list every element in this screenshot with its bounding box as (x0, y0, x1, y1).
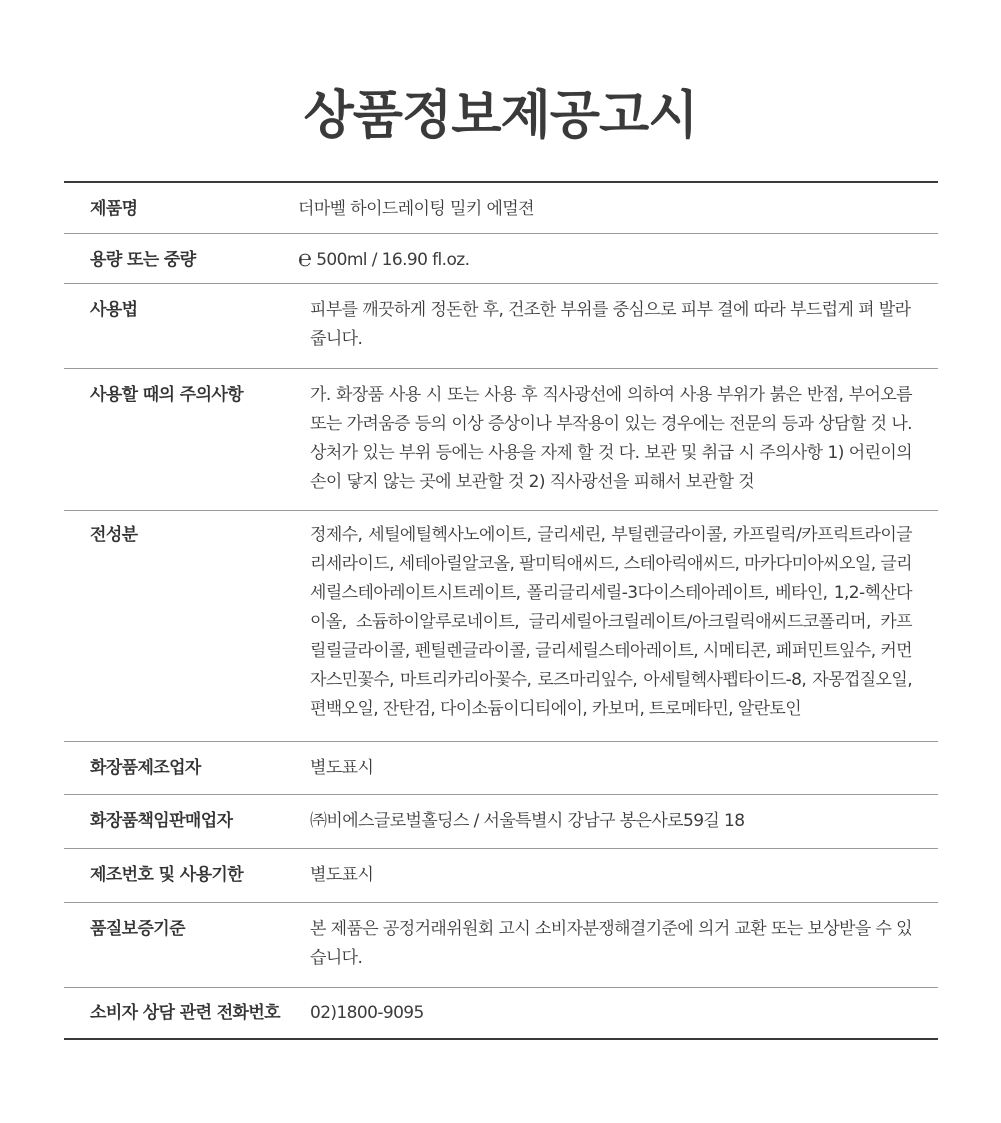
row-value: 02)1800-9095 (310, 1003, 424, 1023)
row-label: 사용할 때의 주의사항 (90, 385, 244, 405)
table-row-distributor (64, 795, 938, 849)
row-value: 별도표시 (310, 758, 374, 778)
row-value: 정제수, 세틸에틸헥사노에이트, 글리세린, 부틸렌글라이콜, 카프릴릭/카프릭트라이글리세라이드, 세테아릴알코올, 팔미틱애씨드, 스테아릭애씨드, 마카다미아씨오일, 글리세릴스테아레이트시트레이트, 폴리글리세릴-3다이스테아레이트, 베타인, 1,2-헥산다이올, 소듐하이알루로네이트, 글리세릴아크릴레이트/아크릴릭애씨드코폴리머, 카프릴릴글라이콜, 펜틸렌글라이콜, 글리세릴스테아레이트, 시메티콘, 페퍼민트잎수, 커먼자스민꽃수, 마트리카리아꽃수, 로즈마리잎수, 아세틸헥사펩타이드-8, 자몽껍질오일, 편백오일, 잔탄검, 다이소듐이디티에이, 카보머, 트로메타민, 알란토인 (310, 525, 912, 719)
table-row-lot-expiry (64, 849, 938, 903)
row-label: 제품명 (90, 199, 138, 219)
table-row-quality-guarantee (64, 903, 938, 988)
table-row-product-name (64, 183, 938, 234)
row-value: 가. 화장품 사용 시 또는 사용 후 직사광선에 의하여 사용 부위가 붉은 반점, 부어오름 또는 가려움증 등의 이상 증상이나 부작용이 있는 경우에는 전문의 등과 상담할 것 나. 상처가 있는 부위 등에는 사용을 자제 할 것 다. 보관 및 취급 시 주의사항 1) 어린이의 손이 닿지 않는 곳에 보관할 것 2) 직사광선을 피해서 보관할 것 (310, 385, 912, 492)
row-label: 화장품제조업자 (90, 758, 201, 778)
row-label: 전성분 (90, 525, 138, 545)
row-value: 더마벨 하이드레이팅 밀키 에멀젼 (298, 199, 534, 219)
row-value: 피부를 깨끗하게 정돈한 후, 건조한 부위를 중심으로 피부 결에 따라 부드럽게 펴 발라줍니다. (310, 300, 911, 349)
page-title: 상품정보제공고시 (303, 86, 698, 146)
table-row-manufacturer (64, 742, 938, 795)
table-row-usage (64, 284, 938, 369)
product-info-table (64, 181, 938, 1040)
table-row-ingredients (64, 511, 938, 742)
table-row-customer-phone (64, 988, 938, 1038)
table-row-cautions (64, 369, 938, 511)
row-label: 용량 또는 중량 (90, 250, 196, 270)
row-label: 사용법 (90, 300, 138, 320)
table-row-volume (64, 234, 938, 284)
row-label: 품질보증기준 (90, 919, 185, 939)
estimated-sign-icon: ℮ (298, 245, 312, 272)
row-value: 본 제품은 공정거래위원회 고시 소비자분쟁해결기준에 의거 교환 또는 보상받을 수 있습니다. (310, 919, 912, 968)
row-label: 소비자 상담 관련 전화번호 (90, 1003, 280, 1023)
row-value: ㈜비에스글로벌홀딩스 / 서울특별시 강남구 봉은사로59길 18 (310, 811, 745, 831)
row-label: 제조번호 및 사용기한 (90, 865, 244, 885)
row-label: 화장품책임판매업자 (90, 811, 233, 831)
row-value-wrapper (286, 245, 938, 283)
row-value: 별도표시 (310, 865, 374, 885)
row-value: 500ml / 16.90 fl.oz. (316, 250, 470, 270)
